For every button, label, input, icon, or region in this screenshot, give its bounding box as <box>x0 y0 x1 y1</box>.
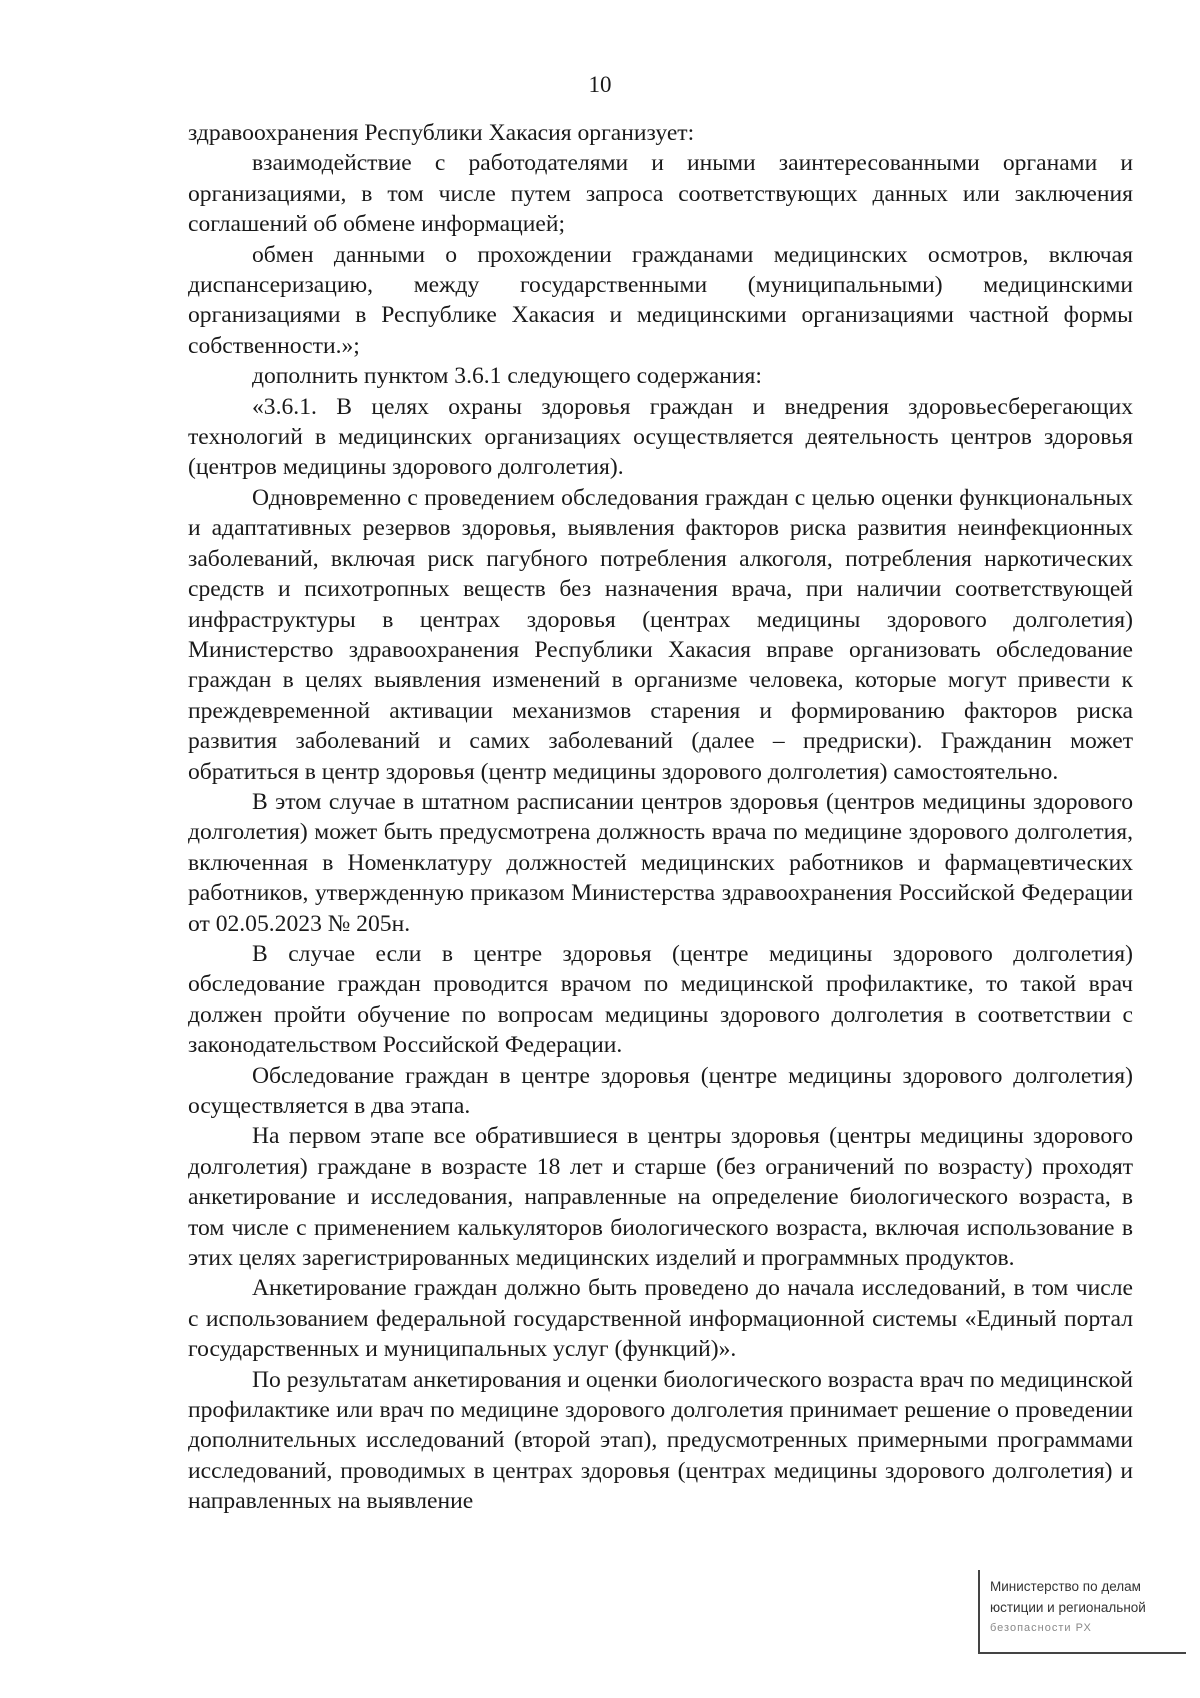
paragraph: По результатам анкетирования и оценки биологического возраста врач по медицинской профилактике или врач по медицине здорового долголетия принимает решение о проведении дополнительных исследований (второй этап), предусмотренных примерными программами исследований, проводимых в центрах здоровья (центрах медицины здорового долголетия) и направленных на выявление <box>188 1366 1133 1515</box>
document-body <box>188 118 1133 1517</box>
paragraph: дополнить пунктом 3.6.1 следующего содержания: <box>252 363 762 390</box>
paragraph: В этом случае в штатном расписании центров здоровья (центров медицины здорового долголетия) может быть предусмотрена должность врача по медицине здорового долголетия, включенная в Номенклатуру должностей медицинских работников и фармацевтических работников, утвержденную приказом Министерства здравоохранения Российской Федерации от 02.05.2023 № 205н. <box>188 788 1133 937</box>
stamp-line: Министерство по делам <box>990 1579 1141 1594</box>
stamp-line: юстиции и региональной <box>990 1600 1146 1615</box>
paragraph: «3.6.1. В целях охраны здоровья граждан и внедрения здоровьесберегающих технологий в медицинских организациях осуществляется деятельность центров здоровья (центров медицины здорового долголетия). <box>188 393 1133 481</box>
paragraph: здравоохранения Республики Хакасия организует: <box>188 120 695 146</box>
page-number: 10 <box>588 72 612 97</box>
paragraph: взаимодействие с работодателями и иными заинтересованными органами и организациями, в том числе путем запроса соответствующих данных или заключения соглашений об обмене информацией; <box>188 150 1133 238</box>
ministry-stamp <box>978 1570 1186 1654</box>
paragraph: обмен данными о прохождении гражданами медицинских осмотров, включая диспансеризацию, между государственными (муниципальными) медицинскими организациями в Республике Хакасия и медицинскими организациями частной формы собственности.»; <box>188 241 1133 359</box>
paragraph: На первом этапе все обратившиеся в центры здоровья (центры медицины здорового долголетия) граждане в возрасте 18 лет и старше (без ограничений по возрасту) проходят анкетирование и исследования, направленные на определение биологического возраста, в том числе с применением калькуляторов биологического возраста, включая использование в этих целях зарегистрированных медицинских изделий и программных продуктов. <box>188 1123 1133 1272</box>
paragraph: В случае если в центре здоровья (центре медицины здорового долголетия) обследование граждан проводится врачом по медицинской профилактике, то такой врач должен пройти обучение по вопросам медицины здорового долголетия в соответствии с законодательством Российской Федерации. <box>188 940 1133 1059</box>
paragraph: Обследование граждан в центре здоровья (центре медицины здорового долголетия) осуществляется в два этапа. <box>188 1062 1133 1119</box>
paragraph: Анкетирование граждан должно быть проведено до начала исследований, в том числе с использованием федеральной государственной информационной системы «Единый портал государственных и муниципальных услуг (функций)». <box>188 1275 1133 1363</box>
stamp-line: безопасности РХ <box>990 1622 1092 1634</box>
paragraph: Одновременно с проведением обследования граждан с целью оценки функциональных и адаптативных резервов здоровья, выявления факторов риска развития неинфекционных заболеваний, включая риск пагубного потребления алкоголя, потребления наркотических средств и психотропных веществ без назначения врача, при наличии соответствующей инфраструктуры в центрах здоровья (центрах медицины здорового долголетия) Министерство здравоохранения Республики Хакасия вправе организовать обследование граждан в целях выявления изменений в организме человека, которые могут привести к преждевременной активации механизмов старения и формированию факторов риска развития заболеваний и самих заболеваний (далее – предриски). Гражданин может обратиться в центр здоровья (центр медицины здорового долголетия) самостоятельно. <box>188 484 1133 785</box>
